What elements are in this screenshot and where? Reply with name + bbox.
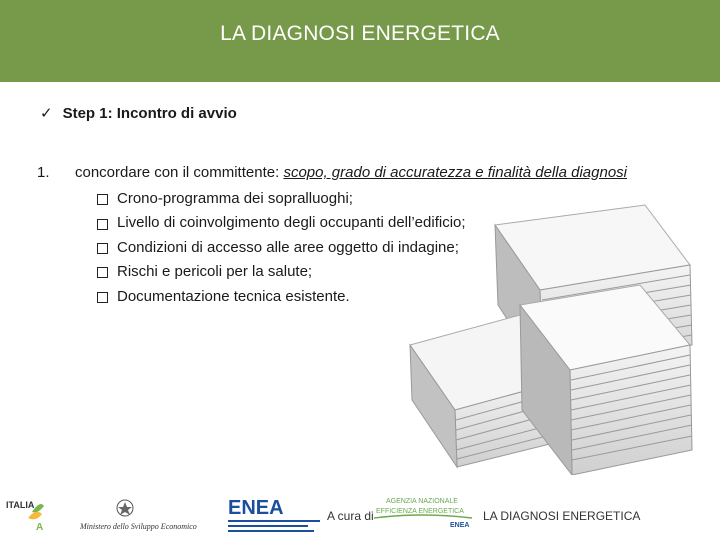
item-number: 1. bbox=[37, 164, 50, 181]
svg-text:ENEA: ENEA bbox=[228, 497, 284, 519]
step-label: Step 1: Incontro di avvio bbox=[62, 104, 237, 122]
list-item-label: Rischi e pericoli per la salute; bbox=[117, 263, 313, 281]
checkbox-bullet-icon bbox=[97, 267, 108, 278]
svg-text:A: A bbox=[36, 522, 44, 532]
list-item-label: Condizioni di accesso alle aree oggetto di indagine; bbox=[117, 238, 459, 256]
checkbox-bullet-icon bbox=[97, 292, 108, 303]
energy-agency-logo bbox=[372, 494, 477, 530]
ministry-logo bbox=[78, 496, 218, 536]
enea-logo bbox=[228, 494, 323, 538]
checkbox-bullet-icon bbox=[97, 243, 108, 254]
item-text-lead: concordare con il committente: bbox=[75, 164, 284, 181]
svg-text:ITALIA: ITALIA bbox=[6, 500, 35, 510]
svg-text:AGENZIA NAZIONALE: AGENZIA NAZIONALE bbox=[386, 498, 458, 505]
list-item-label: Livello di coinvolgimento degli occupanti dell’edificio; bbox=[117, 214, 466, 232]
checkmark-icon: ✓ bbox=[40, 105, 53, 122]
italia-logo bbox=[6, 492, 46, 532]
checkbox-bullet-icon bbox=[97, 219, 108, 230]
list-item-label: Crono-programma dei sopralluoghi; bbox=[117, 190, 353, 207]
paper-stacks-illustration bbox=[400, 195, 710, 475]
footer-title: LA DIAGNOSI ENERGETICA bbox=[483, 509, 641, 523]
credit-label: A cura di bbox=[327, 509, 374, 523]
svg-text:EFFICIENZA ENERGETICA: EFFICIENZA ENERGETICA bbox=[376, 508, 464, 515]
step-heading bbox=[40, 104, 237, 122]
svg-text:ENEA: ENEA bbox=[450, 522, 470, 529]
checkbox-bullet-icon bbox=[97, 194, 108, 205]
title-bar bbox=[0, 0, 720, 82]
svg-text:Ministero dello Sviluppo Econo: Ministero dello Sviluppo Economico bbox=[80, 522, 197, 531]
item-text-emphasis: scopo, grado di accuratezza e finalità della diagnosi bbox=[283, 164, 627, 181]
list-item-label: Documentazione tecnica esistente. bbox=[117, 287, 350, 305]
page-title: LA DIAGNOSI ENERGETICA bbox=[220, 22, 500, 45]
item-text bbox=[75, 164, 627, 181]
numbered-item bbox=[37, 164, 627, 181]
